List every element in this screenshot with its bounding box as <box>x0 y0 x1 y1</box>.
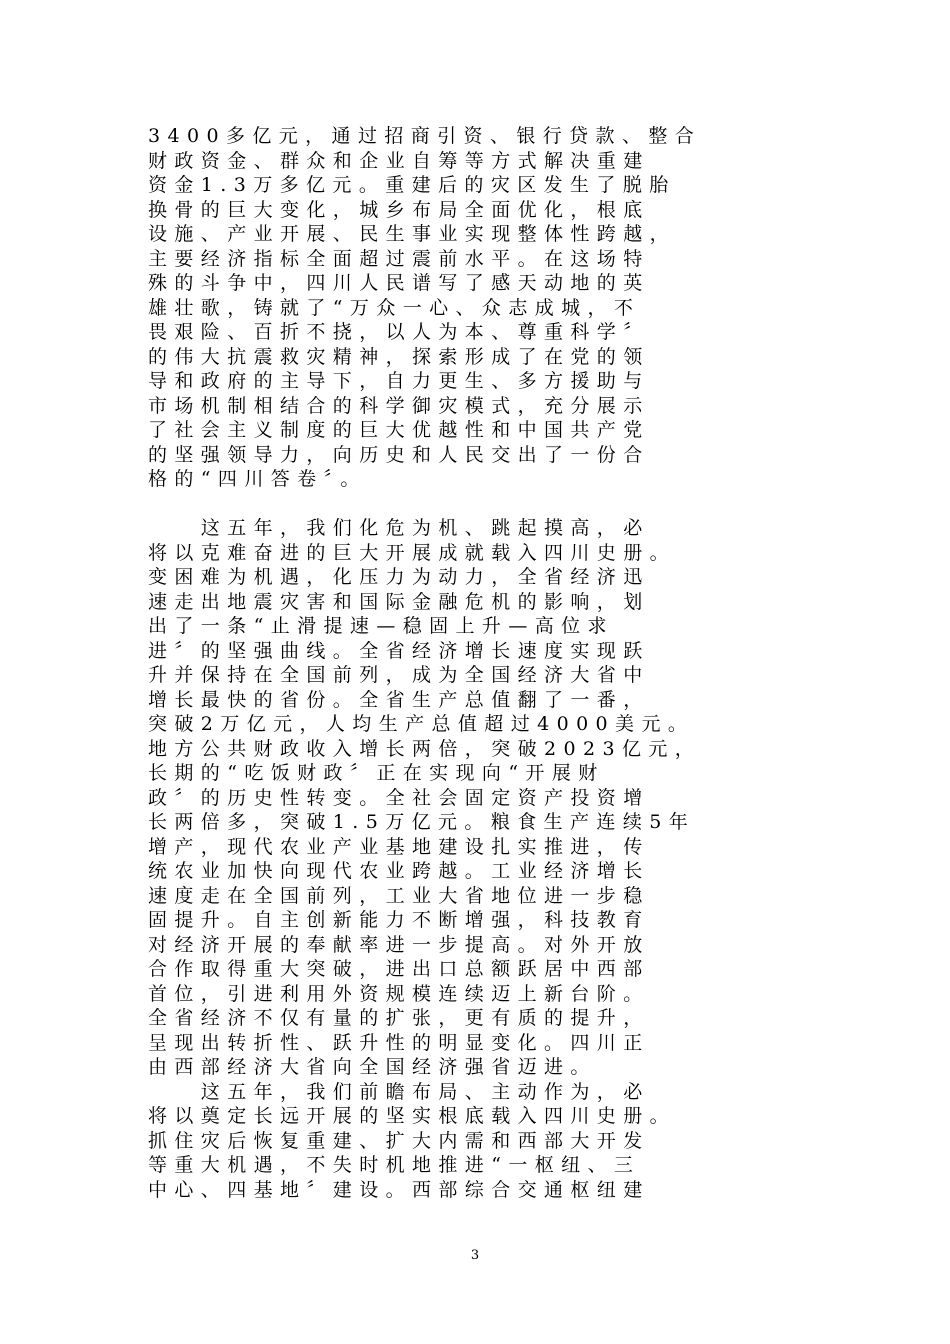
text-line: 等重大机遇，不失时机地推进“一枢纽、三 <box>148 1154 641 1176</box>
text-line: 变困难为机遇，化压力为动力，全省经济迅 <box>148 566 650 588</box>
text-line: 进〞的坚强曲线。全省经济增长速度实现跃 <box>148 639 650 662</box>
text-line: 升并保持在全国前列，成为全国经济大省中 <box>148 664 650 686</box>
text-line: 长期的“吃饭财政〞正在实现向“开展财 <box>148 762 605 784</box>
text-line: 殊的斗争中，四川人民谱写了感天动地的英 <box>148 272 650 294</box>
text-line: 换骨的巨大变化，城乡布局全面优化，根底 <box>148 198 650 221</box>
text-line: 合作取得重大突破，进出口总额跃居中西部 <box>148 958 650 980</box>
text-line: 全省经济不仅有量的扩张，更有质的提升， <box>148 1007 650 1029</box>
text-line: 将以克难奋进的巨大开展成就载入四川史册。 <box>148 541 677 564</box>
text-line: 畏艰险、百折不挠，以人为本、尊重科学〞 <box>148 321 650 343</box>
text-line: 速走出地震灾害和国际金融危机的影响，划 <box>148 590 650 613</box>
paragraph <box>148 1080 808 1203</box>
text-line: 设施、产业开展、民生事业实现整体性跨越， <box>148 223 677 245</box>
body-text <box>148 124 808 1202</box>
text-line: 3400多亿元，通过招商引资、银行贷款、整合 <box>148 125 702 147</box>
text-line: 抓住灾后恢复重建、扩大内需和西部大开发 <box>148 1129 650 1152</box>
text-line: 呈现出转折性、跃升性的明显变化。四川正 <box>148 1031 650 1054</box>
text-line: 出了一条“止滑提速—稳固上升—高位求 <box>148 615 614 637</box>
text-line: 雄壮歌，铸就了“万众一心、众志成城，不 <box>148 296 641 319</box>
text-line: 财政资金、群众和企业自筹等方式解决重建 <box>148 149 650 172</box>
text-line: 统农业加快向现代农业跨越。工业经济增长 <box>148 860 650 882</box>
text-line: 增长最快的省份。全省生产总值翻了一番， <box>148 688 650 711</box>
text-line: 资金1.3万多亿元。重建后的灾区发生了脱胎 <box>148 174 676 196</box>
paragraph <box>148 124 808 492</box>
page-number: 3 <box>470 1248 480 1263</box>
text-line: 中心、四基地〞建设。西部综合交通枢纽建 <box>148 1178 650 1201</box>
text-line: 长两倍多，突破1.5万亿元。粮食生产连续5年 <box>148 811 696 833</box>
text-line: 固提升。自主创新能力不断增强，科技教育 <box>148 909 650 931</box>
text-line: 将以奠定长远开展的坚实根底载入四川史册。 <box>148 1105 677 1127</box>
text-line: 增产，现代农业产业基地建设扎实推进，传 <box>148 835 650 858</box>
text-line: 格的“四川答卷〞。 <box>148 468 367 490</box>
text-line: 由西部经济大省向全国经济强省迈进。 <box>148 1056 597 1078</box>
text-line: 地方公共财政收入增长两倍，突破2023亿元， <box>148 737 702 760</box>
text-line: 首位，引进利用外资规模连续迈上新台阶。 <box>148 982 650 1005</box>
paragraph <box>148 516 808 1080</box>
text-line: 市场机制相结合的科学御灾模式，充分展示 <box>148 394 650 417</box>
text-line: 的坚强领导力，向历史和人民交出了一份合 <box>148 443 650 466</box>
text-line: 速度走在全国前列，工业大省地位进一步稳 <box>148 884 650 907</box>
text-line: 了社会主义制度的巨大优越性和中国共产党 <box>148 419 650 441</box>
text-line: 对经济开展的奉献率进一步提高。对外开放 <box>148 933 650 956</box>
text-line: 突破2万亿元，人均生产总值超过4000美元。 <box>148 713 695 735</box>
text-line: 主要经济指标全面超过震前水平。在这场特 <box>148 247 650 270</box>
text-line: 这五年，我们化危为机、跳起摸高，必 <box>148 517 650 539</box>
text-line: 这五年，我们前瞻布局、主动作为，必 <box>148 1080 650 1103</box>
text-line: 的伟大抗震救灾精神，探索形成了在党的领 <box>148 345 650 368</box>
text-line: 导和政府的主导下，自力更生、多方援助与 <box>148 370 650 392</box>
text-line: 政〞的历史性转变。全社会固定资产投资增 <box>148 786 650 809</box>
paragraph-spacer <box>148 492 808 517</box>
